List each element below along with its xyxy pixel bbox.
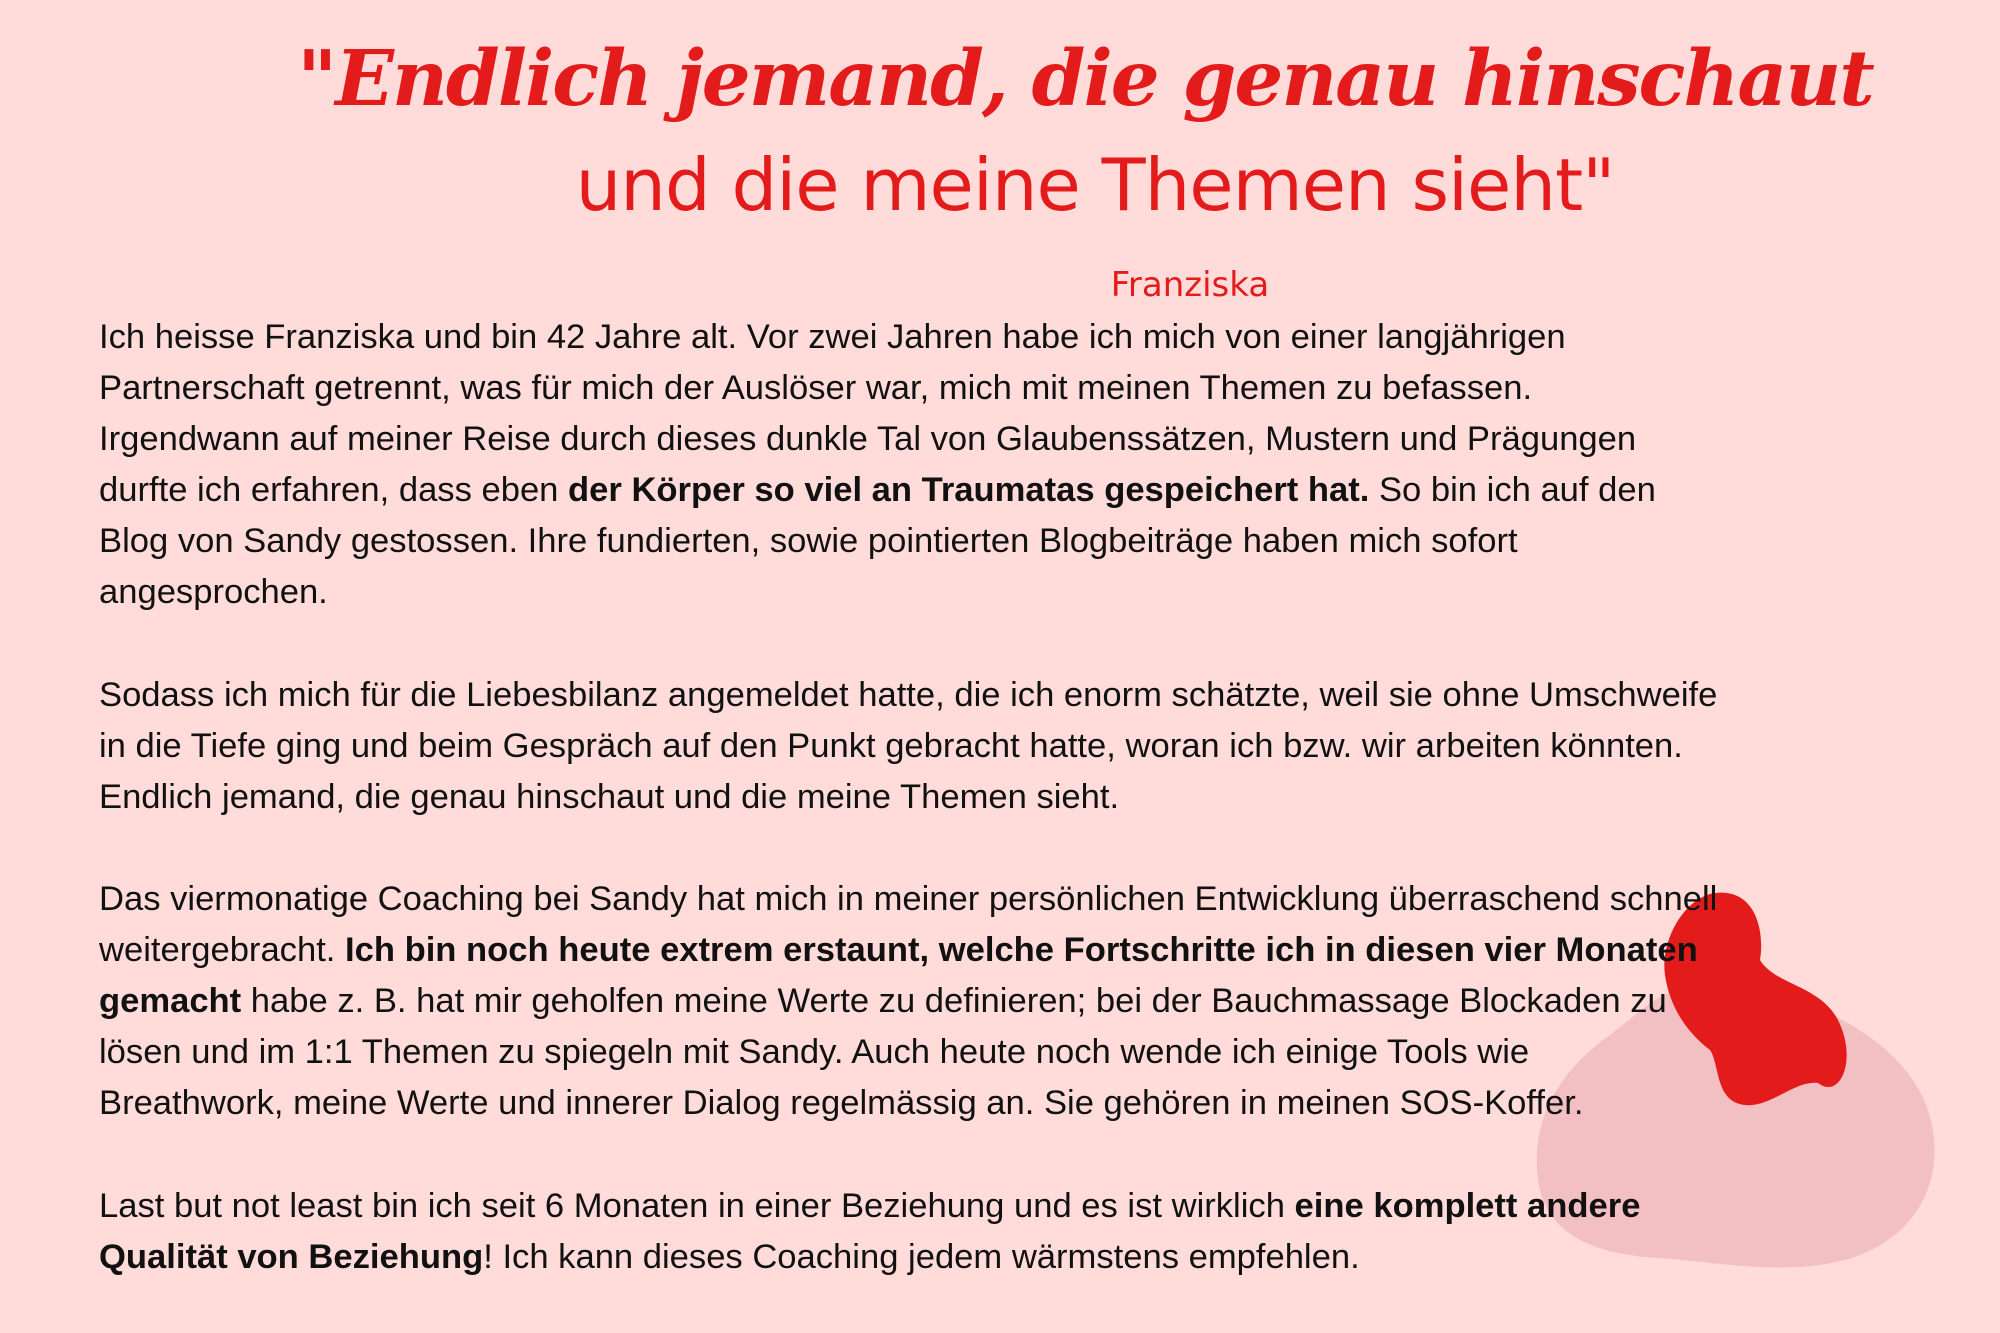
author-name: Franziska <box>1110 265 1270 305</box>
text-segment: Ich heisse Franziska und bin 42 Jahre alt. Vor zwei Jahren habe ich mich von einer langjährigen Partnerschaft getrennt, was für mich der Auslöser war, mich mit meinen Themen zu befassen. Irgendwann auf meiner Reise durch dieses dunkle Tal von Glaubenssätzen, Mustern und Prägungen durfte ich erfahren, dass eben <box>99 318 1637 510</box>
text-segment: ! Ich kann dieses Coaching jedem wärmstens empfehlen. <box>483 1237 1360 1276</box>
paragraph <box>99 670 1909 823</box>
text-segment: Das viermonatige Coaching bei Sandy hat mich in meiner persönlichen Entwicklung überraschend schnell weitergebracht. <box>99 880 1718 970</box>
paragraph <box>99 874 1909 1129</box>
headline-quote-line-1: "Endlich jemand, die genau hinschaut <box>297 34 1873 124</box>
paragraph <box>99 1181 1909 1283</box>
paragraph <box>99 312 1909 619</box>
text-segment: So bin ich auf den Blog von Sandy gestossen. Ihre fundierten, sowie pointierten Blogbeiträge haben mich sofort angesprochen. <box>99 471 1656 612</box>
text-segment: habe z. B. hat mir geholfen meine Werte zu definieren; bei der Bauchmassage Blockaden zu lösen und im 1:1 Themen zu spiegeln mit Sandy. Auch heute noch wende ich einige Tools wie Breathwork, meine Werte und innerer Dialog regelmässig an. Sie gehören in meinen SOS-Koffer. <box>99 982 1667 1123</box>
headline-quote-line-2: und die meine Themen sieht" <box>575 143 1615 227</box>
testimonial-body <box>99 312 1909 1283</box>
text-segment-bold: eine komplett andere Qualität von Beziehung <box>99 1186 1641 1276</box>
text-segment-bold: der Körper so viel an Traumatas gespeichert hat. <box>568 471 1370 510</box>
text-segment-bold: Ich bin noch heute extrem erstaunt, welche Fortschritte ich in diesen vier Monaten gemacht <box>99 931 1698 1021</box>
text-segment: Sodass ich mich für die Liebesbilanz angemeldet hatte, die ich enorm schätzte, weil sie ohne Umschweife in die Tiefe ging und beim Gespräch auf den Punkt gebracht hatte, woran ich bzw. wir arbeiten könnten. Endlich jemand, die genau hinschaut und die meine Themen sieht. <box>99 675 1718 816</box>
text-segment: Last but not least bin ich seit 6 Monaten in einer Beziehung und es ist wirklich <box>99 1186 1295 1225</box>
